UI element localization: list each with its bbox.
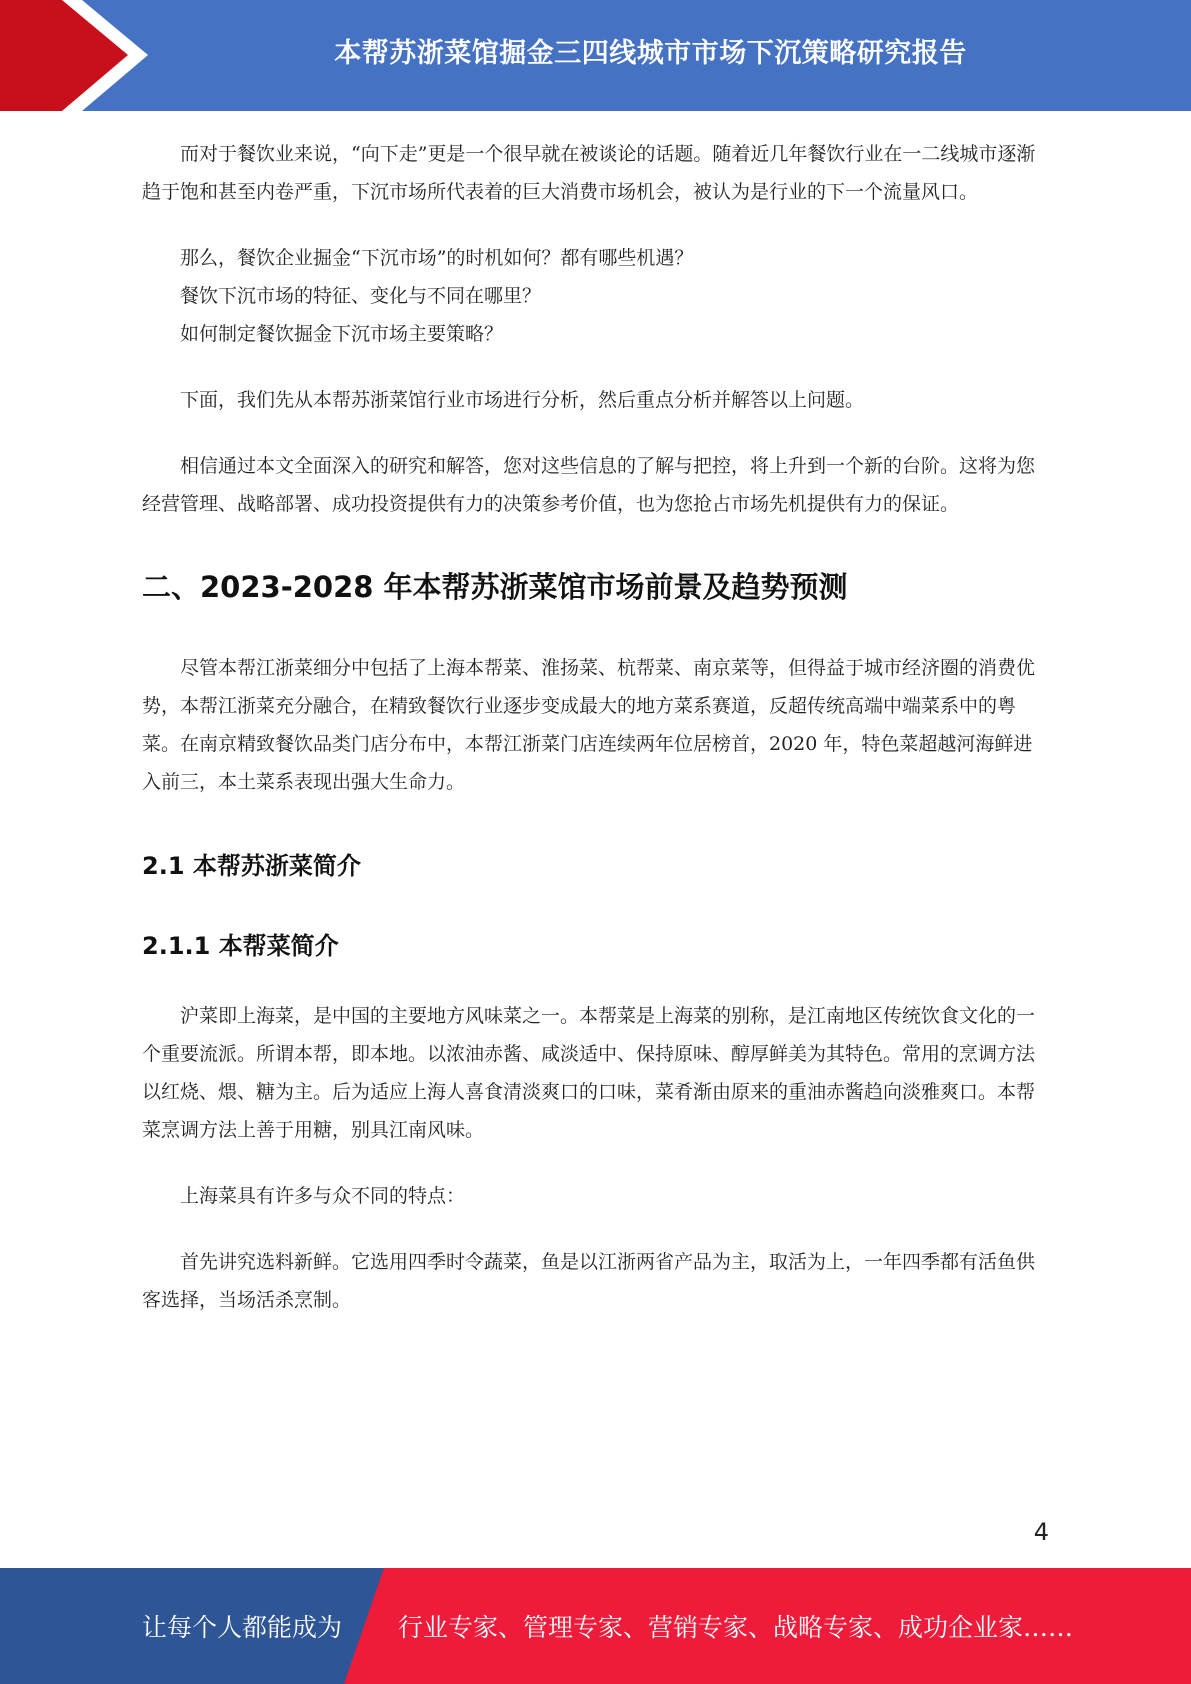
intro-paragraph: 而对于餐饮业来说，“向下走”更是一个很早就在被谈论的话题。随着近几年餐饮行业在一二线城市逐渐趋于饱和甚至内卷严重，下沉市场所代表着的巨大消费市场机会，被认为是行业的下一个流量风口。 [142,143,1036,203]
report-title: 本帮苏浙菜馆掘金三四线城市市场下沉策略研究报告 [334,37,967,69]
page-content [142,135,1047,1319]
section-paragraph: 尽管本帮江浙菜细分中包括了上海本帮菜、淮扬菜、杭帮菜、南京菜等，但得益于城市经济圈的消费优势，本帮江浙菜充分融合，在精致餐饮行业逐步变成最大的地方菜系赛道，反超传统高端中端菜系中的粤菜。在南京精致餐饮品类门店分布中，本帮江浙菜门店连续两年位居榜首，2020 年，特色菜超越河海鲜进入前三，本土菜系表现出强大生命力。 [142,657,1036,793]
subsection-heading: 2.1 本帮苏浙菜简介 [142,852,361,880]
page-header [0,0,1191,111]
trust-paragraph: 相信通过本文全面深入的研究和解答，您对这些信息的了解与把控，将上升到一个新的台阶。这将为您经营管理、战略部署、成功投资提供有力的决策参考价值，也为您抢占市场先机提供有力的保证。 [142,455,1036,515]
footer-slogan-left: 让每个人都能成为 [142,1613,343,1642]
subsubsection-heading: 2.1.1 本帮菜简介 [142,932,339,960]
next-paragraph: 下面，我们先从本帮苏浙菜馆行业市场进行分析，然后重点分析并解答以上问题。 [180,389,865,411]
benbang-paragraph: 沪菜即上海菜，是中国的主要地方风味菜之一。本帮菜是上海菜的别称，是江南地区传统饮食文化的一个重要流派。所谓本帮，即本地。以浓油赤酱、咸淡适中、保持原味、醇厚鲜美为其特色。常用的烹调方法以红烧、煨、糖为主。后为适应上海人喜食清淡爽口的口味，菜肴渐由原来的重油赤酱趋向淡雅爽口。本帮菜烹调方法上善于用糖，别具江南风味。 [142,1005,1036,1141]
question-item: 那么，餐饮企业掘金“下沉市场”的时机如何？都有哪些机遇？ [180,247,694,269]
page-footer [0,1568,1191,1684]
footer-slogan-right: 行业专家、管理专家、营销专家、战略专家、成功企业家…… [398,1613,1074,1642]
question-item: 餐饮下沉市场的特征、变化与不同在哪里？ [180,285,542,307]
features-first-paragraph: 首先讲究选料新鲜。它选用四季时令蔬菜，鱼是以江浙两省产品为主，取活为上，一年四季都有活鱼供客选择，当场活杀烹制。 [142,1251,1036,1311]
question-item: 如何制定餐饮掘金下沉市场主要策略？ [180,323,504,345]
page-number: 4 [1033,1518,1049,1546]
features-intro: 上海菜具有许多与众不同的特点： [180,1185,466,1207]
section-heading: 二、2023-2028 年本帮苏浙菜馆市场前景及趋势预测 [142,570,848,604]
